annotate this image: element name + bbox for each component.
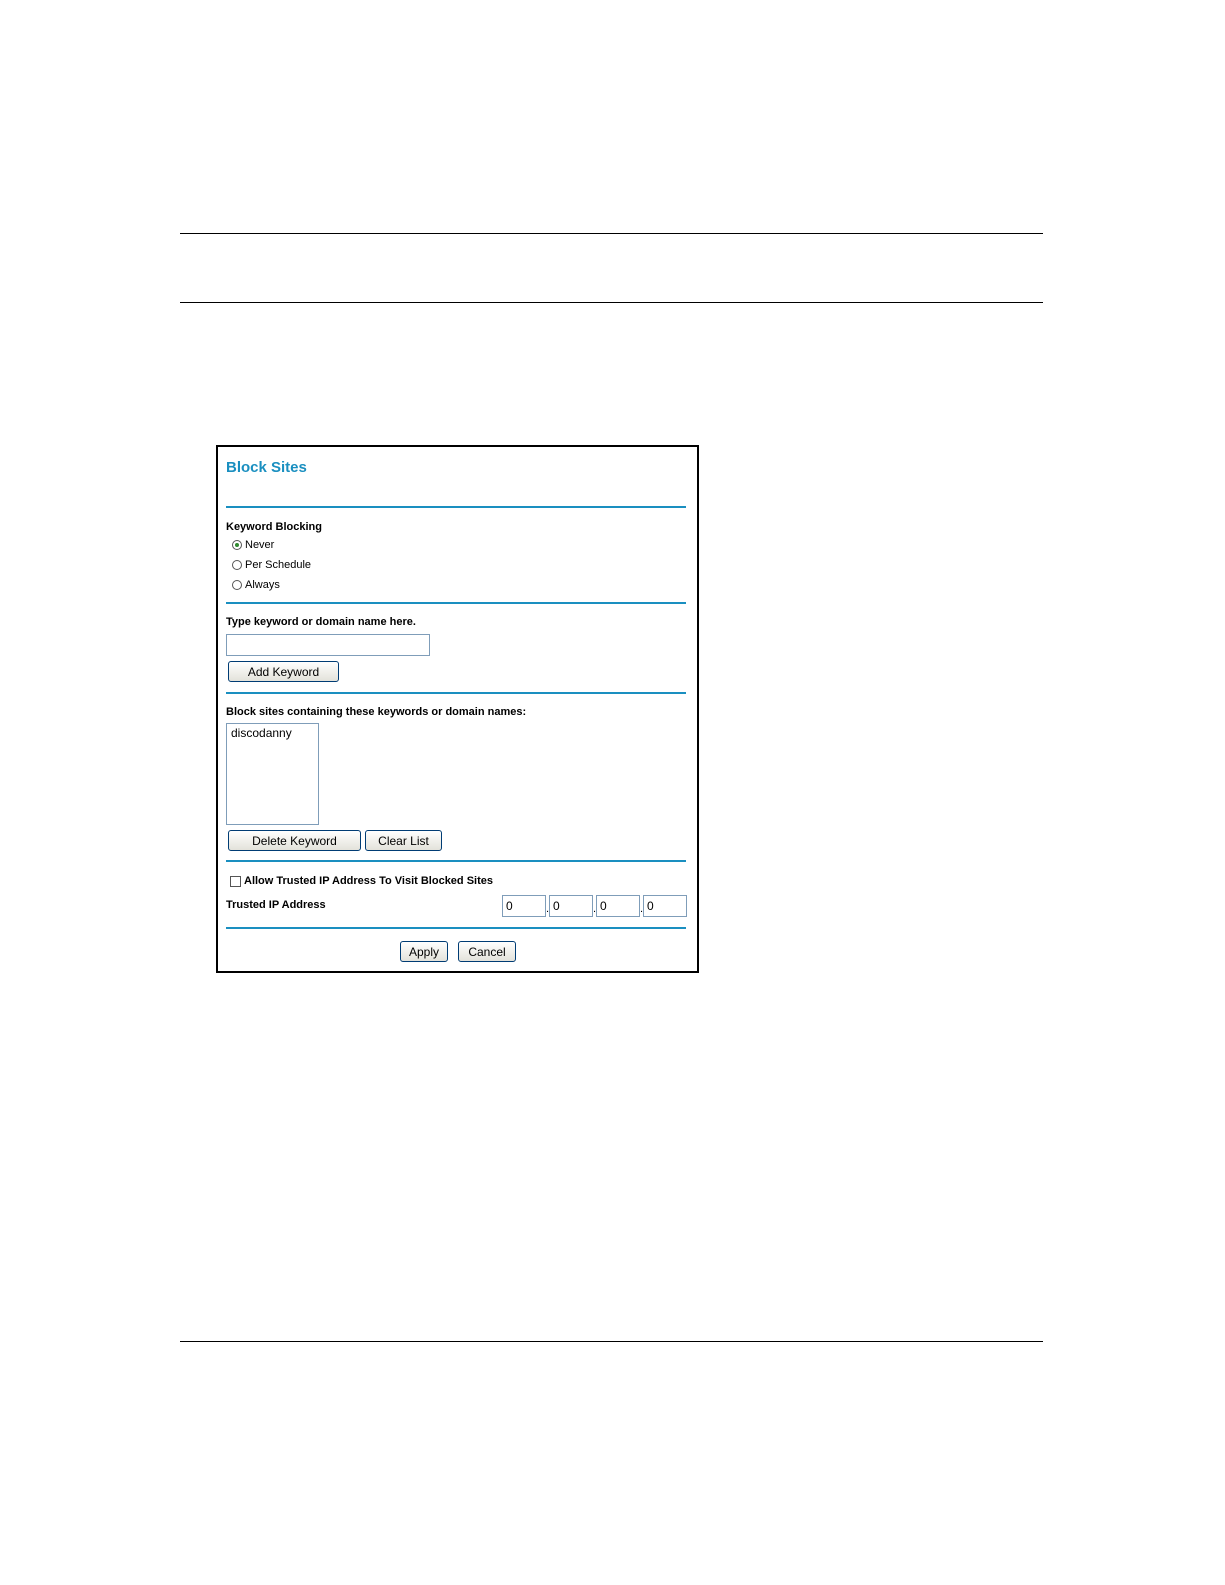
allow-trusted-label: Allow Trusted IP Address To Visit Blocked Sites bbox=[244, 875, 493, 887]
ip-separator: . bbox=[640, 903, 644, 915]
allow-trusted-checkbox[interactable] bbox=[230, 876, 241, 887]
keyword-blocking-label: Keyword Blocking bbox=[226, 521, 322, 533]
section-divider bbox=[226, 692, 686, 694]
clear-list-button[interactable]: Clear List bbox=[365, 830, 442, 851]
trusted-ip-octet-2[interactable] bbox=[549, 895, 593, 917]
trusted-ip-octet-3[interactable] bbox=[596, 895, 640, 917]
header-rule-bottom bbox=[180, 302, 1043, 303]
keyword-input[interactable] bbox=[226, 634, 430, 656]
block-sites-panel bbox=[216, 445, 699, 973]
radio-option-always[interactable] bbox=[232, 579, 280, 591]
radio-never[interactable] bbox=[232, 540, 242, 550]
cancel-button[interactable]: Cancel bbox=[458, 941, 516, 962]
blocked-keywords-listbox[interactable] bbox=[226, 723, 319, 825]
radio-option-per-schedule[interactable] bbox=[232, 559, 311, 571]
trusted-ip-octet-4[interactable] bbox=[643, 895, 687, 917]
add-keyword-button[interactable]: Add Keyword bbox=[228, 661, 339, 682]
ip-separator: . bbox=[593, 903, 597, 915]
footer-rule bbox=[180, 1341, 1043, 1342]
trusted-ip-label: Trusted IP Address bbox=[226, 899, 326, 911]
section-divider bbox=[226, 506, 686, 508]
radio-always-label: Always bbox=[245, 579, 280, 591]
allow-trusted-option[interactable] bbox=[230, 875, 493, 887]
page-title: Block Sites bbox=[226, 459, 307, 476]
radio-per-schedule-label: Per Schedule bbox=[245, 559, 312, 571]
apply-button[interactable]: Apply bbox=[400, 941, 448, 962]
delete-keyword-button[interactable]: Delete Keyword bbox=[228, 830, 361, 851]
radio-always[interactable] bbox=[232, 580, 242, 590]
radio-per-schedule[interactable] bbox=[232, 560, 242, 570]
list-item[interactable]: discodanny bbox=[231, 726, 292, 740]
trusted-ip-octet-1[interactable] bbox=[502, 895, 546, 917]
section-divider bbox=[226, 927, 686, 929]
section-divider bbox=[226, 860, 686, 862]
section-divider bbox=[226, 602, 686, 604]
header-rule-top bbox=[180, 233, 1043, 234]
radio-never-label: Never bbox=[245, 539, 275, 551]
keyword-entry-label: Type keyword or domain name here. bbox=[226, 616, 416, 628]
blocked-list-label: Block sites containing these keywords or domain names: bbox=[226, 706, 527, 718]
ip-separator: . bbox=[546, 903, 550, 915]
radio-option-never[interactable] bbox=[232, 539, 274, 551]
